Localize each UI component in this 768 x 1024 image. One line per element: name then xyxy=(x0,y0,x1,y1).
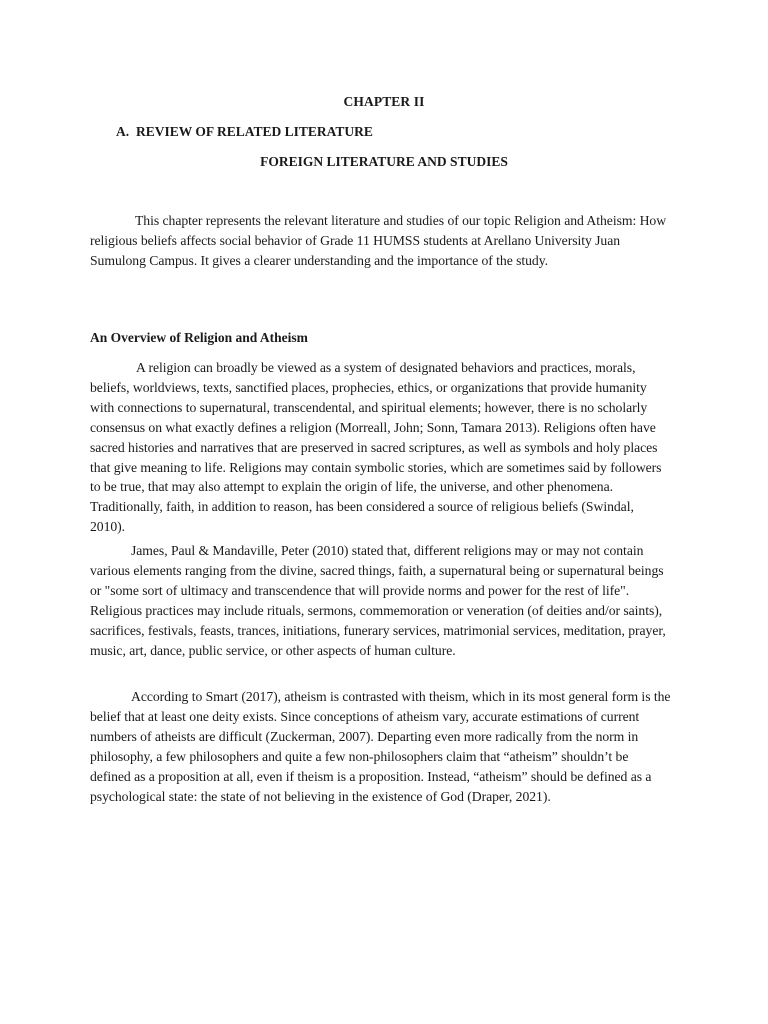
subsection-title xyxy=(0,154,768,170)
body-paragraph-text: According to Smart (2017), atheism is contrasted with theism, which in its most general form is the belief that at least one deity exists. Since conceptions of atheism vary, accurate estimations of current numbers of atheists are difficult (Zuckerman, 2007). Departing even more radically from the norm in philosophy, a few philosophers and quite a few non-philosophers claim that “atheism” shouldn’t be defined as a proposition at all, even if theism is a proposition. Instead, “atheism” should be defined as a psychological state: the state of not believing in the existence of God (Draper, 2021). xyxy=(90,689,671,804)
body-paragraph-2 xyxy=(90,541,672,660)
body-paragraph-3 xyxy=(90,687,672,806)
intro-paragraph-text: This chapter represents the relevant literature and studies of our topic Religion and Atheism: How religious beliefs affects social behavior of Grade 11 HUMSS students at Arellano University Juan Sumulong Campus. It gives a clearer understanding and the importance of the study. xyxy=(90,213,667,268)
body-paragraph-text: A religion can broadly be viewed as a system of designated behaviors and practices, morals, beliefs, worldviews, texts, sanctified places, prophecies, ethics, or organizations that provide humanity with connections to supernatural, transcendental, and spiritual elements; however, there is no scholarly consensus on what exactly defines a religion (Morreall, John; Sonn, Tamara 2013). Religions often have sacred histories and narratives that are preserved in sacred scriptures, as well as symbols and holy places that give meaning to life. Religions may contain symbolic stories, which are sometimes said by followers to be true, that may also attempt to explain the origin of life, the universe, and other phenomena. Traditionally, faith, in addition to reason, has been considered a source of religious beliefs (Swindal, 2010). xyxy=(90,360,662,535)
intro-paragraph xyxy=(90,211,672,271)
chapter-title: CHAPTER II xyxy=(343,94,425,109)
section-title: REVIEW OF RELATED LITERATURE xyxy=(136,124,373,139)
subsection-title-text: FOREIGN LITERATURE AND STUDIES xyxy=(260,154,508,169)
section-letter: A. xyxy=(116,124,130,139)
body-paragraph-1 xyxy=(90,358,672,537)
topic-heading: An Overview of Religion and Atheism xyxy=(90,330,308,345)
section-heading xyxy=(116,124,373,140)
body-paragraph-text: James, Paul & Mandaville, Peter (2010) stated that, different religions may or may not contain various elements ranging from the divine, sacred things, faith, a supernatural being or supernatural beings or "some sort of ultimacy and transcendence that will provide norms and power for the rest of life". Religious practices may include rituals, sermons, commemoration or veneration (of deities and/or saints), sacrifices, festivals, feasts, trances, initiations, funerary services, matrimonial services, meditation, prayer, music, art, dance, public service, or other aspects of human culture. xyxy=(90,543,666,658)
